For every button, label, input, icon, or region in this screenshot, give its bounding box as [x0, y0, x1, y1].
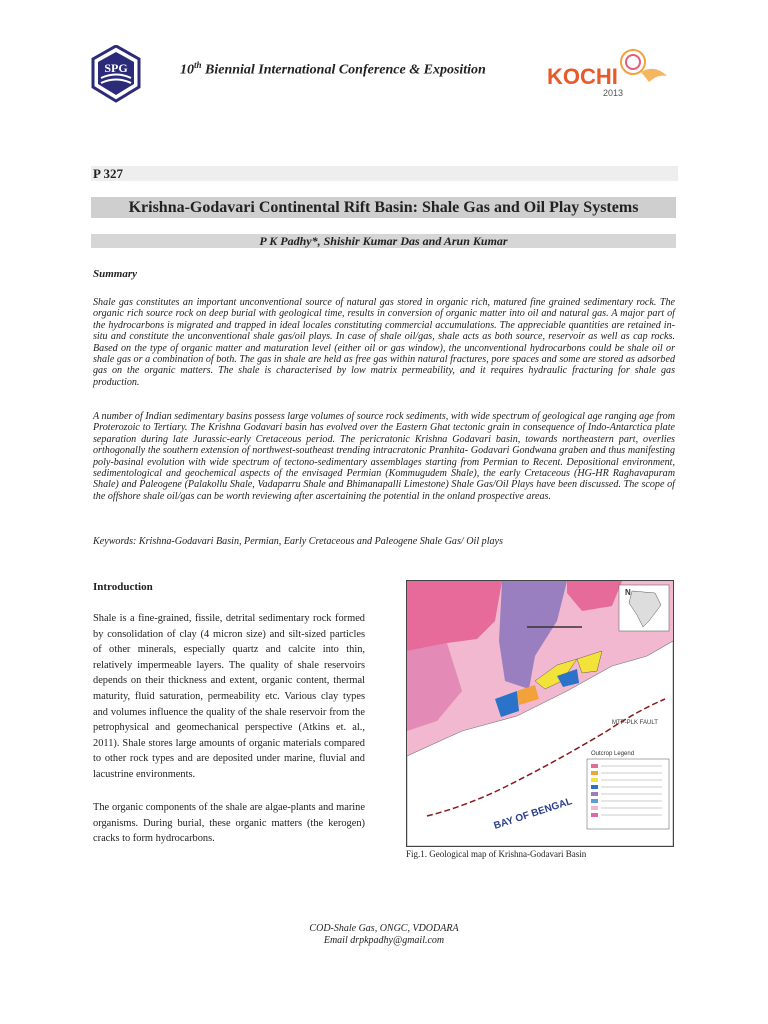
footer — [0, 923, 768, 947]
paper-authors: P K Padhy*, Shishir Kumar Das and Arun Kumar — [91, 234, 676, 248]
spg-logo-text: SPG — [104, 61, 128, 75]
kochi-logo-year: 2013 — [603, 88, 624, 98]
map-fault-label: MTP-PLK FAULT — [612, 720, 658, 726]
introduction-paragraph-2: The organic components of the shale are algae-plants and marine organisms. During burial, these organic matters (the kerogen) cracks to form hydrocarbons. — [93, 802, 365, 845]
conference-title — [180, 60, 486, 79]
conference-title-text: Biennial International Conference & Exposition — [201, 62, 486, 78]
summary-paragraph-1: Shale gas constitutes an important unconventional source of natural gas stored in organic rich, matured fine grained sedimentary rock. The organic rich source rock on deep burial with geological time, results in conversion of organic matter into oil and natural gas. A major part of the hydrocarbons is migrated and trapped in ideal locales constituting commercial accumulations. The appreciable quantities are retained in-situ and constitute the unconventional shale gas/oil plays. In case of shale oil/gas, shale acts as both source, reservoir as well as cap rocks. Based on the type of organic matter and maturation level (either oil or gas window), the unconventional hydrocarbons could be shale oil or shale gas or a combination of both. The gas in shale are held as free gas within natural fractures, pore spaces and some are stored as adsorbed gas on the organic matters. The shale is characterised by low matrix permeability, and it requires hydraulic fracturing for shale gas production. — [93, 297, 675, 388]
spg-logo — [91, 45, 141, 103]
kochi-logo-text: KOCHI — [547, 64, 618, 89]
figure-caption: Fig.1. Geological map of Krishna-Godavari Basin — [406, 849, 587, 859]
introduction-heading: Introduction — [93, 581, 153, 593]
map-legend-title: Outcrop Legend — [591, 751, 635, 757]
footer-affiliation: COD-Shale Gas, ONGC, VDODARA — [309, 923, 459, 934]
kochi-2013-logo — [545, 42, 680, 102]
keywords: Keywords: Krishna-Godavari Basin, Permian, Early Cretaceous and Paleogene Shale Gas/ Oil plays — [93, 536, 503, 547]
geological-map-figure — [406, 580, 674, 847]
map-north-arrow: N — [625, 588, 631, 597]
conference-ordinal-suffix: th — [194, 60, 202, 70]
map-sea-label: BAY OF BENGAL — [492, 796, 574, 832]
summary-heading: Summary — [93, 268, 138, 280]
footer-email: Email drpkpadhy@gmail.com — [323, 935, 445, 946]
conference-ordinal: 10 — [180, 62, 194, 78]
summary-paragraph-2: A number of Indian sedimentary basins possess large volumes of source rock sediments, with wide spectrum of geological age ranging age from Proterozoic to Tertiary. The Krishna Godavari basin has evolved over the Eastern Ghat tectonic grain in consequence of Indo-Antarctica plate separation during late Jurassic-early Cretaceous period. The pericratonic Krishna Godavari basin, towards northeastern part, overlies orthogonally the southern extension of northwest-southeast trending intracratonic Pranhita- Godavari Gondwana graben and thus manifesting poly-basinal evolution with wide spectrum of tectono-sedimentary assemblages starting from Permian to Recent. Depositional environment, sedimentological and geochemical aspects of the envisaged Permian (Kommugudem Shale), the early Cretaceous (HG-HR Raghavapuram Shale) and Paleogene (Palakollu Shale, Vadaparru Shale and Bhimanapalli Limestone) Shale Gas/Oil Plays have been discussed. The scope of the offshore shale oil/gas can be worth reviewing after ascertaining the potential in the onland prospective areas. — [93, 411, 675, 502]
paper-id: P 327 — [91, 166, 678, 181]
paper-title: Krishna-Godavari Continental Rift Basin: Shale Gas and Oil Play Systems — [91, 197, 676, 218]
introduction-paragraph-1: Shale is a fine-grained, fissile, detrital sedimentary rock formed by consolidation of clay (4 micron size) and silt-sized particles of other minerals, especially quartz and calcite into thin, relatively impermeable layers. The quality of shale reservoirs depends on their thickness and extent, organic content, thermal maturity, fluid saturation, permeability etc. Various clay types and volumes influence the quality of the shale reservoir from the petrophysical and geomechanical perspective (Atkins et. al., 2011). Shale stores large amounts of organic materials compared to other rock types and are deposited under marine, fluvial and lacustrine environments. — [93, 613, 365, 780]
